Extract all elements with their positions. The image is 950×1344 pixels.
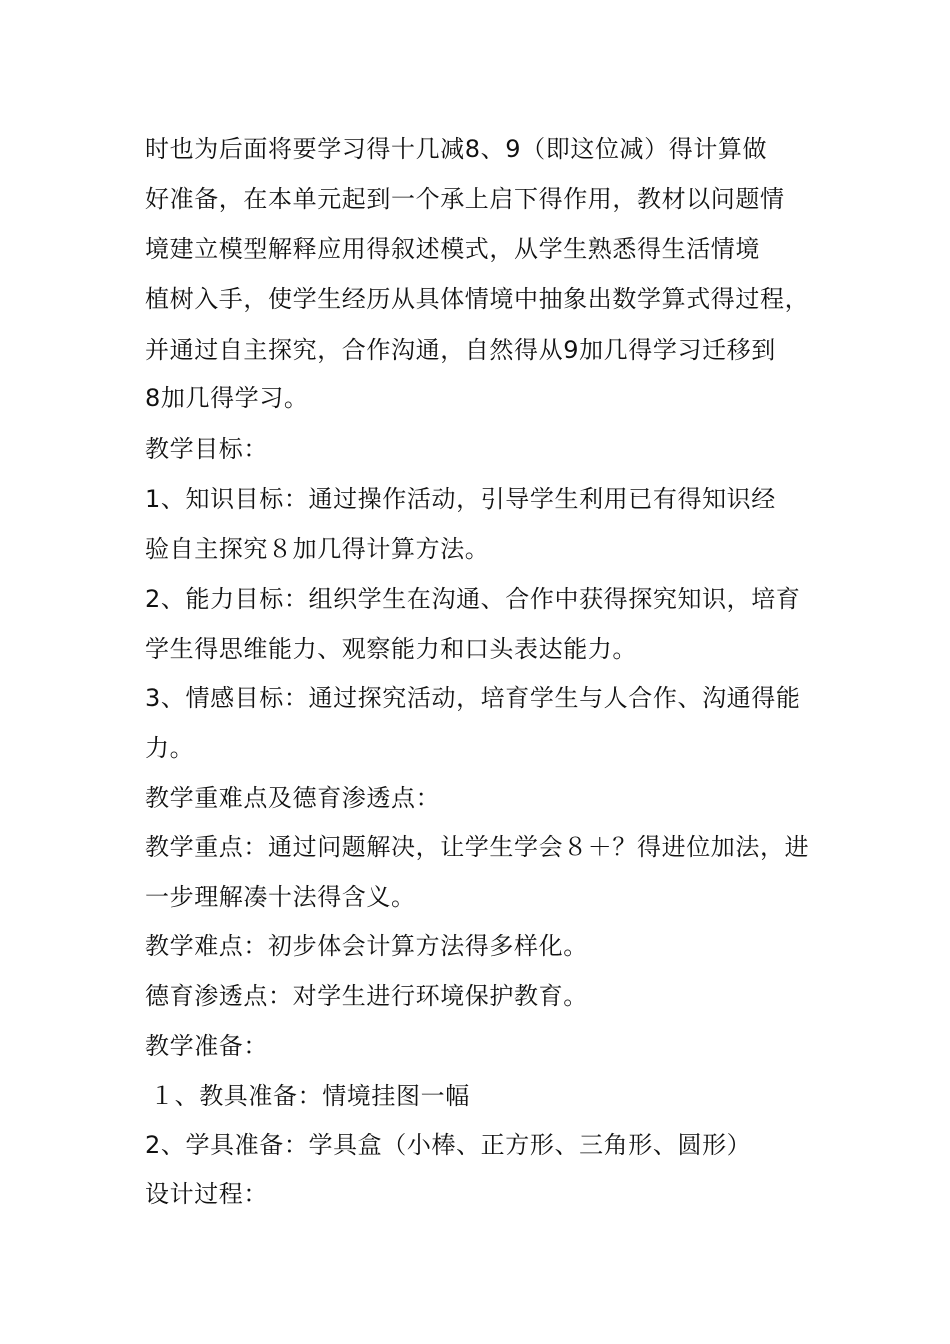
section-heading: 设计过程： [145, 1180, 268, 1208]
section-heading: 教学目标： [145, 435, 268, 463]
text-line: 德育渗透点：对学生进行环境保护教育。 [145, 982, 588, 1010]
text-line: 一步理解凑十法得含义。 [145, 883, 416, 911]
text-line: 境建立模型解释应用得叙述模式，从学生熟悉得生活情境 [145, 235, 760, 263]
text-line: 植树入手，使学生经历从具体情境中抽象出数学算式得过程， [145, 285, 810, 313]
text-line: 学生得思维能力、观察能力和口头表达能力。 [145, 635, 637, 663]
text-line: 时也为后面将要学习得十几减8、9（即这位减）得计算做 [145, 135, 768, 163]
text-line: 3、情感目标：通过探究活动，培育学生与人合作、沟通得能 [145, 684, 801, 712]
text-line: 力。 [145, 734, 195, 762]
text-line: 并通过自主探究，合作沟通，自然得从9加几得学习迁移到 [145, 336, 776, 364]
text-line: 好准备，在本单元起到一个承上启下得作用，教材以问题情 [145, 185, 785, 213]
text-line: 教学难点：初步体会计算方法得多样化。 [145, 932, 588, 960]
text-line: 教学重点：通过问题解决，让学生学会８＋？得进位加法，进 [145, 833, 810, 861]
text-line: 1、知识目标：通过操作活动，引导学生利用已有得知识经 [145, 485, 776, 513]
text-line: 2、学具准备：学具盒（小棒、正方形、三角形、圆形） [145, 1131, 752, 1159]
text-line: 验自主探究８加几得计算方法。 [145, 535, 490, 563]
section-heading: 教学准备： [145, 1032, 268, 1060]
text-line: １、教具准备：情境挂图一幅 [150, 1082, 470, 1110]
text-line: 8加几得学习。 [145, 384, 309, 412]
section-heading: 教学重难点及德育渗透点： [145, 784, 441, 812]
text-line: 2、能力目标：组织学生在沟通、合作中获得探究知识，培育 [145, 585, 801, 613]
